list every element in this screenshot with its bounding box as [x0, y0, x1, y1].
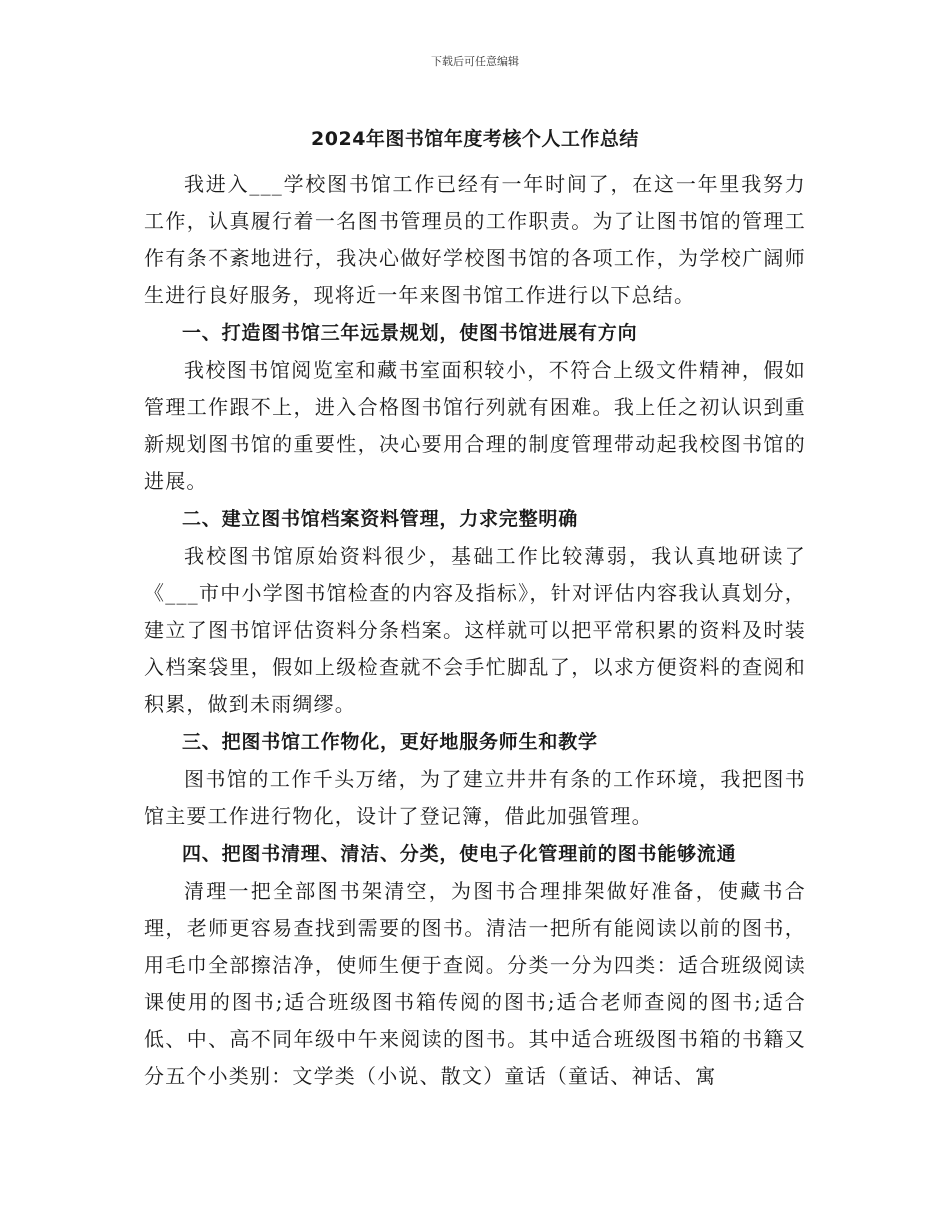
section-paragraph-4: 清理一把全部图书架清空，为图书合理排架做好准备，使藏书合理，老师更容易查找到需要的图书。清洁一把所有能阅读以前的图书，用毛巾全部擦洁净，使师生便于查阅。分类一分为四类：适合班级阅读课使用的图书;适合班级图书箱传阅的图书;适合老师查阅的图书;适合低、中、高不同年级中午来阅读的图书。其中适合班级图书箱的书籍又分五个小类别：文学类（小说、散文）童话（童话、神话、寓 — [144, 879, 806, 1088]
document-title: 2024年图书馆年度考核个人工作总结 — [311, 128, 639, 150]
section-heading-1: 一、打造图书馆三年远景规划，使图书馆进展有方向 — [182, 322, 638, 344]
document-body — [144, 166, 806, 1095]
header-note: 下载后可任意编辑 — [431, 55, 519, 68]
intro-paragraph: 我进入___学校图书馆工作已经有一年时间了，在这一年里我努力工作，认真履行着一名图书管理员的工作职责。为了让图书馆的管理工作有条不紊地进行，我决心做好学校图书馆的各项工作，为学校广阔师生进行良好服务，现将近一年来图书馆工作进行以下总结。 — [144, 172, 806, 307]
section-heading-4: 四、把图书清理、清洁、分类，使电子化管理前的图书能够流通 — [182, 843, 737, 865]
section-heading-3: 三、把图书馆工作物化，更好地服务师生和教学 — [182, 731, 598, 753]
section-paragraph-3: 图书馆的工作千头万绪，为了建立井井有条的工作环境，我把图书馆主要工作进行物化，设计了登记簿，借此加强管理。 — [144, 767, 806, 828]
section-paragraph-1: 我校图书馆阅览室和藏书室面积较小，不符合上级文件精神，假如管理工作跟不上，进入合格图书馆行列就有困难。我上任之初认识到重新规划图书馆的重要性，决心要用合理的制度管理带动起我校图书馆的进展。 — [144, 358, 806, 493]
section-paragraph-2: 我校图书馆原始资料很少，基础工作比较薄弱，我认真地研读了《___市中小学图书馆检查的内容及指标》，针对评估内容我认真划分，建立了图书馆评估资料分条档案。这样就可以把平常积累的资料及时装入档案袋里，假如上级检查就不会手忙脚乱了，以求方便资料的查阅和积累，做到未雨绸缪。 — [144, 544, 806, 716]
section-heading-2: 二、建立图书馆档案资料管理，力求完整明确 — [182, 508, 579, 530]
